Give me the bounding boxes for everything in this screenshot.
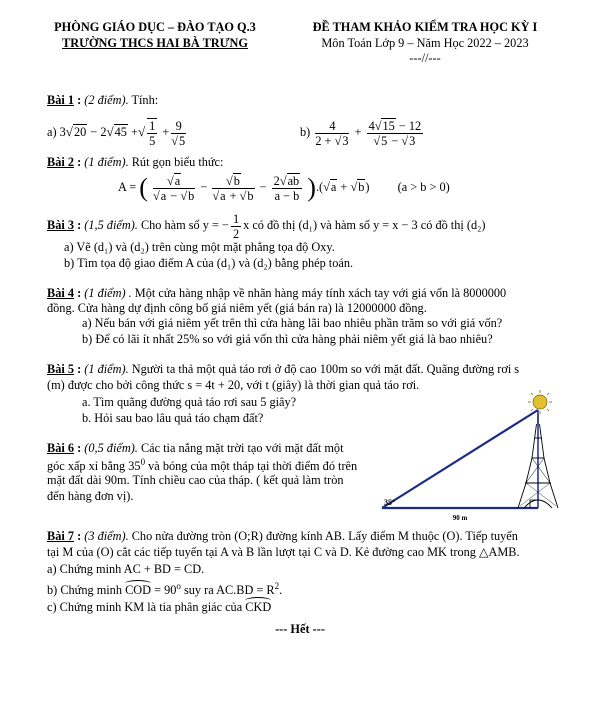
bai1-part-a: a) 3√20 − 2√45 +√ $\frac{1}{5}$ + $\frac{9}{√5}$ <box>47 118 186 149</box>
bai6-heading: Bài 6 : (0,5 điểm). Các tia nắng mặt trời tạo với mặt đất một <box>47 441 344 455</box>
bai2-f3-num-a: 2 <box>273 173 280 188</box>
bai7-b-arc: COD <box>125 583 152 598</box>
bai2-tail-r2: b <box>358 180 365 194</box>
bai7-c-arc: CKD <box>245 600 272 614</box>
bai2-f1-num: a <box>174 173 181 188</box>
bai2-f2-den-r2: b <box>247 188 254 203</box>
bai2-expression: A = ( $\frac{√a}{√a - √b}$ − $\frac{√b}{√a + √b}$ − $\frac{2√ab}{a - b}$ ).(√a + √b) (a > b > 0) <box>118 173 450 203</box>
bai6-label: Bài 6 <box>47 441 74 455</box>
exam-subject: Môn Toán Lớp 9 – Năm Học 2022 – 2023 <box>321 36 529 50</box>
bai2-f3-num-r: ab <box>287 173 300 188</box>
bai5-heading: Bài 5 : (1 điểm). Người ta thả một quả táo rơi ở độ cao 100m so với mặt đất. Quãng đường rơi s <box>47 362 520 376</box>
bai7-b-post-c: . <box>279 583 283 598</box>
angle-label: 35° <box>384 498 396 507</box>
bai4-points: (1 điểm) . <box>84 286 132 300</box>
bai3-heading: Bài 3 : (1,5 điểm). Cho hàm số y = − $\frac{1}{2}$ x có đồ thị (d₁) và hàm số y = x − 3 có đồ thị (d₂) <box>47 211 486 241</box>
bai1-a-coef1: 3 <box>59 125 66 139</box>
bai5-line1: Người ta thả một quả táo rơi ở độ cao 100m so với mặt đất. Quãng đường rơi s <box>131 362 520 376</box>
bai7-heading: Bài 7 : (3 điểm). Cho nửa đường tròn (O;R) đường kính AB. Lấy điểm M thuộc (O). Tiếp tuyến <box>47 529 518 543</box>
sun-icon <box>528 390 552 414</box>
bai1-a-plus2: + <box>162 125 170 139</box>
bai5-line2: (m) được cho bởi công thức s = 4t + 20, với t (giây) là thời gian quả táo rơi. <box>47 378 420 392</box>
bai1-a-f2-num: 9 <box>171 119 186 134</box>
bai1-b-f1-num: 4 <box>315 119 349 134</box>
bai7-b-post-sup2: 2 <box>274 581 280 591</box>
bai7-line2: tại M của (O) cắt các tiếp tuyến tại A và B lần lượt tại C và D. Kẻ đường cao MK trong △AMB. <box>47 545 520 559</box>
sun-ray-triangle <box>382 410 538 508</box>
bai5-part-b: b. Hỏi sau bao lâu quả táo chạm đất? <box>82 411 264 425</box>
bai7-part-b <box>47 581 282 598</box>
bai2-f1-den-r1: a <box>160 188 167 203</box>
bai7-line1: Cho nửa đường tròn (O;R) đường kính AB. Lấy điểm M thuộc (O). Tiếp tuyến <box>131 529 518 543</box>
length-label: 90 m <box>452 514 468 522</box>
bai1-b-plus: + <box>354 125 362 139</box>
bai1-a-f1-den: 5 <box>149 134 156 149</box>
bai1-b-f2-num-a: 4 <box>368 118 375 133</box>
bai2-task: Rút gọn biểu thức: <box>131 155 224 169</box>
bai1-b-f2-den-mid: − <box>388 133 402 148</box>
bai3-part-b: b) Tìm tọa độ giao điểm A của (d₁) và (d₂) bằng phép toán. <box>64 256 354 270</box>
bai1-part-b: b) $\frac{4}{2 + √3}$ + $\frac{4√15 - 12}{√5 - √3}$ <box>300 118 422 148</box>
bai4-heading: Bài 4 : (1 điểm) . Một cửa hàng nhập về nhãn hàng máy tính xách tay với giá vốn là 8000000 <box>47 286 507 300</box>
bai7-b-post-b: suy ra AC.BD = R <box>180 583 275 598</box>
bai3-points: (1,5 điểm). <box>84 218 138 232</box>
bai3-frac-den: 2 <box>232 226 240 241</box>
bai2-minus1: − <box>200 180 208 194</box>
bai3-label: Bài 3 <box>47 218 74 232</box>
bai2-f1-den-mid: − <box>167 188 181 203</box>
bai1-b-f2-den-r2: 3 <box>409 133 416 148</box>
bai7-label: Bài 7 <box>47 529 74 543</box>
bai4-line1: Một cửa hàng nhập về nhãn hàng máy tính xách tay với giá vốn là 8000000 <box>134 286 507 300</box>
bai1-heading: Bài 1 : (2 điểm). Tính: <box>47 93 159 107</box>
bai5-points: (1 điểm). <box>84 362 129 376</box>
bai2-heading: Bài 2 : (1 điểm). Rút gọn biểu thức: <box>47 155 224 169</box>
bai1-a-rad1: 20 <box>73 125 87 139</box>
bai1-label: Bài 1 <box>47 93 74 107</box>
bai6-line3: mặt đất dài 90m. Tính chiều cao của tháp. ( kết quả làm tròn <box>47 473 344 487</box>
bai2-lhs: A = <box>118 180 137 194</box>
bai7-b-pre: b) Chứng minh <box>47 583 126 598</box>
bai2-f3-den: a − b <box>274 188 300 203</box>
exam-title: ĐỀ THAM KHẢO KIỂM TRA HỌC KỲ I <box>312 20 538 34</box>
bai1-b-f1-den-a: 2 + <box>315 133 335 148</box>
bai1-b-f2-num-b: − 12 <box>395 118 422 133</box>
bai1-b-label: b) <box>300 125 311 139</box>
bai7-b-post-sup: o <box>176 581 181 591</box>
bai1-a-plus: + <box>131 125 138 139</box>
bai1-a-label: a) <box>47 125 57 139</box>
bai3-frac-num: 1 <box>232 211 240 226</box>
right-angle-mark <box>530 500 538 508</box>
bai1-b-f2-den-r1: 5 <box>381 133 388 148</box>
bai5-label: Bài 5 <box>47 362 74 376</box>
bai6-line4: đến hàng đơn vị). <box>47 489 134 503</box>
bai1-b-f1-den-r: 3 <box>342 133 349 148</box>
bai3-text-post: x có đồ thị (d₁) và hàm số y = x − 3 có đồ thị (d₂) <box>243 218 486 232</box>
bai4-part-a: a) Nếu bán với giá niêm yết trên thì cửa hàng lãi bao nhiêu phần trăm so với giá vốn? <box>82 316 503 330</box>
header-separator: ---//--- <box>409 51 441 65</box>
bai7-b-post-a: = 90 <box>151 583 177 598</box>
bai1-task: Tính: <box>131 93 159 107</box>
bai2-f2-num: b <box>233 173 240 188</box>
bai1-a-minus: − 2 <box>90 125 107 139</box>
bai6-line2-a: góc xấp xỉ bằng 35 <box>47 459 141 474</box>
bai1-a-f1-num: 1 <box>149 119 156 134</box>
school-name: TRƯỜNG THCS HAI BÀ TRƯNG <box>62 36 248 50</box>
bai7-part-a: a) Chứng minh AC + BD = CD. <box>47 562 205 576</box>
bai2-minus2: − <box>259 180 267 194</box>
bai2-points: (1 điểm). <box>84 155 129 169</box>
bai2-label: Bài 2 <box>47 155 74 169</box>
bai3-part-a: a) Vẽ (d₁) và (d₂) trên cùng một mặt phẳng tọa độ Oxy. <box>64 240 335 254</box>
bai1-points: (2 điểm). <box>84 93 129 107</box>
bai6-line2 <box>47 457 357 474</box>
bai6-line1: Các tia nắng mặt trời tạo với mặt đất một <box>140 441 344 455</box>
bai1-b-f2-num-r: 15 <box>382 118 395 133</box>
bai4-part-b: b) Để có lãi ít nhất 25% so với giá vốn thì cửa hàng phải niêm yết giá là bao nhiêu? <box>82 332 493 346</box>
bai2-tail-r1: a <box>330 180 337 194</box>
bai2-f1-den-r2: b <box>188 188 195 203</box>
bai4-label: Bài 4 <box>47 286 74 300</box>
bai3-text-pre: Cho hàm số y = − <box>140 218 229 232</box>
department-name: PHÒNG GIÁO DỤC – ĐÀO TẠO Q.3 <box>54 20 256 34</box>
bai6-line2-sup: 0 <box>140 457 146 467</box>
bai2-dot: . <box>315 180 320 194</box>
bai2-condition: (a > b > 0) <box>397 180 450 194</box>
bai1-a-rad2: 45 <box>114 125 127 139</box>
bai7-c-pre: c) Chứng minh KM là tia phân giác của <box>47 600 246 614</box>
bai1-a-f2-den: 5 <box>179 133 186 148</box>
tower-figure <box>380 388 560 524</box>
end-marker: --- Hết --- <box>275 622 325 636</box>
bai2-tail-plus: + <box>337 180 351 194</box>
bai6-points: (0,5 điểm). <box>84 441 138 455</box>
bai7-points: (3 điểm). <box>84 529 129 543</box>
bai6-line2-b: và bóng của một tháp tại thời điểm đó trên <box>145 459 358 474</box>
bai7-part-c <box>47 600 271 615</box>
bai2-f2-den-r1: a <box>220 188 226 203</box>
bai4-line2: đồng. Cửa hàng dự định công bố giá niêm yết (giá bán ra) là 12000000 đồng. <box>47 301 427 315</box>
bai5-part-a: a. Tìm quãng đường quả táo rơi sau 5 giây? <box>82 395 297 409</box>
bai2-f2-den-mid: + <box>226 188 240 203</box>
